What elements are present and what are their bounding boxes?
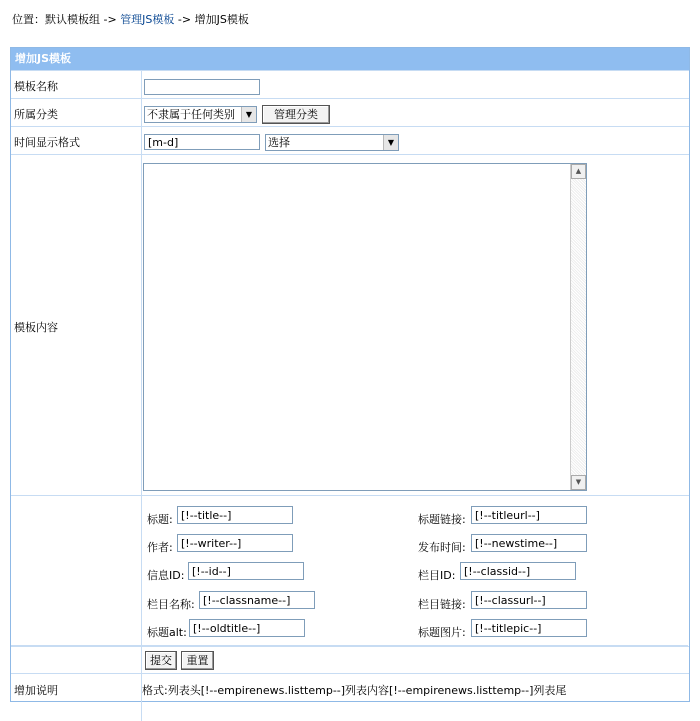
category-selected-value: 不隶属于任何类别 [147, 108, 235, 121]
variable-label: 标题alt: [147, 626, 187, 639]
row-category [11, 98, 689, 126]
variable-input-classid[interactable] [460, 562, 576, 580]
time-format-input[interactable] [144, 134, 260, 150]
variable-input-writer[interactable] [177, 534, 293, 552]
breadcrumb-suffix: -> 增加JS模板 [174, 13, 249, 26]
variable-input-title[interactable] [177, 506, 293, 524]
category-label: 所属分类 [14, 108, 58, 121]
scroll-up-icon[interactable]: ▲ [571, 164, 586, 179]
template-name-label: 模板名称 [14, 80, 58, 93]
row-note [11, 673, 689, 701]
chevron-down-icon: ▼ [383, 135, 398, 150]
note-text: 格式:列表头[!--empirenews.listtemp--]列表内容[!--empirenews.listtemp--]列表尾 [142, 684, 567, 697]
variable-input-classurl[interactable] [471, 591, 587, 609]
variable-label: 标题: [147, 513, 173, 526]
row-template-name [11, 70, 689, 98]
variable-label: 信息ID: [147, 569, 185, 582]
variable-input-classname[interactable] [199, 591, 315, 609]
manage-category-button[interactable]: 管理分类 [262, 105, 330, 124]
variable-label: 发布时间: [418, 541, 466, 554]
template-content-textarea[interactable] [143, 163, 587, 491]
template-name-input[interactable] [144, 79, 260, 95]
variable-input-titleurl[interactable] [471, 506, 587, 524]
variable-input-oldtitle[interactable] [189, 619, 305, 637]
breadcrumb-prefix: 位置：默认模板组 -> [12, 13, 121, 26]
time-format-select-value: 选择 [268, 136, 290, 149]
variable-input-titlepic[interactable] [471, 619, 587, 637]
template-content-label: 模板内容 [14, 321, 58, 334]
chevron-down-icon: ▼ [241, 107, 256, 122]
form-header: 增加JS模板 [11, 48, 689, 70]
note-label: 增加说明 [14, 684, 58, 697]
textarea-scrollbar[interactable] [570, 164, 586, 490]
time-format-label: 时间显示格式 [14, 136, 80, 149]
variable-input-id[interactable] [188, 562, 304, 580]
time-format-select[interactable] [265, 134, 399, 151]
variable-label: 作者: [147, 541, 173, 554]
scroll-down-icon[interactable]: ▼ [571, 475, 586, 490]
breadcrumb-link-manage-js[interactable]: 管理JS模板 [120, 13, 175, 26]
variable-input-newstime[interactable] [471, 534, 587, 552]
variable-label: 栏目ID: [418, 569, 456, 582]
variable-label: 标题图片: [418, 626, 466, 639]
variable-label: 栏目链接: [418, 598, 466, 611]
reset-button[interactable]: 重置 [181, 651, 214, 670]
breadcrumb [12, 11, 249, 27]
variable-label: 栏目名称: [147, 598, 195, 611]
row-actions [11, 646, 689, 673]
divider [11, 645, 688, 646]
variable-label: 标题链接: [418, 513, 466, 526]
category-select[interactable] [144, 106, 257, 123]
submit-button[interactable]: 提交 [145, 651, 177, 670]
